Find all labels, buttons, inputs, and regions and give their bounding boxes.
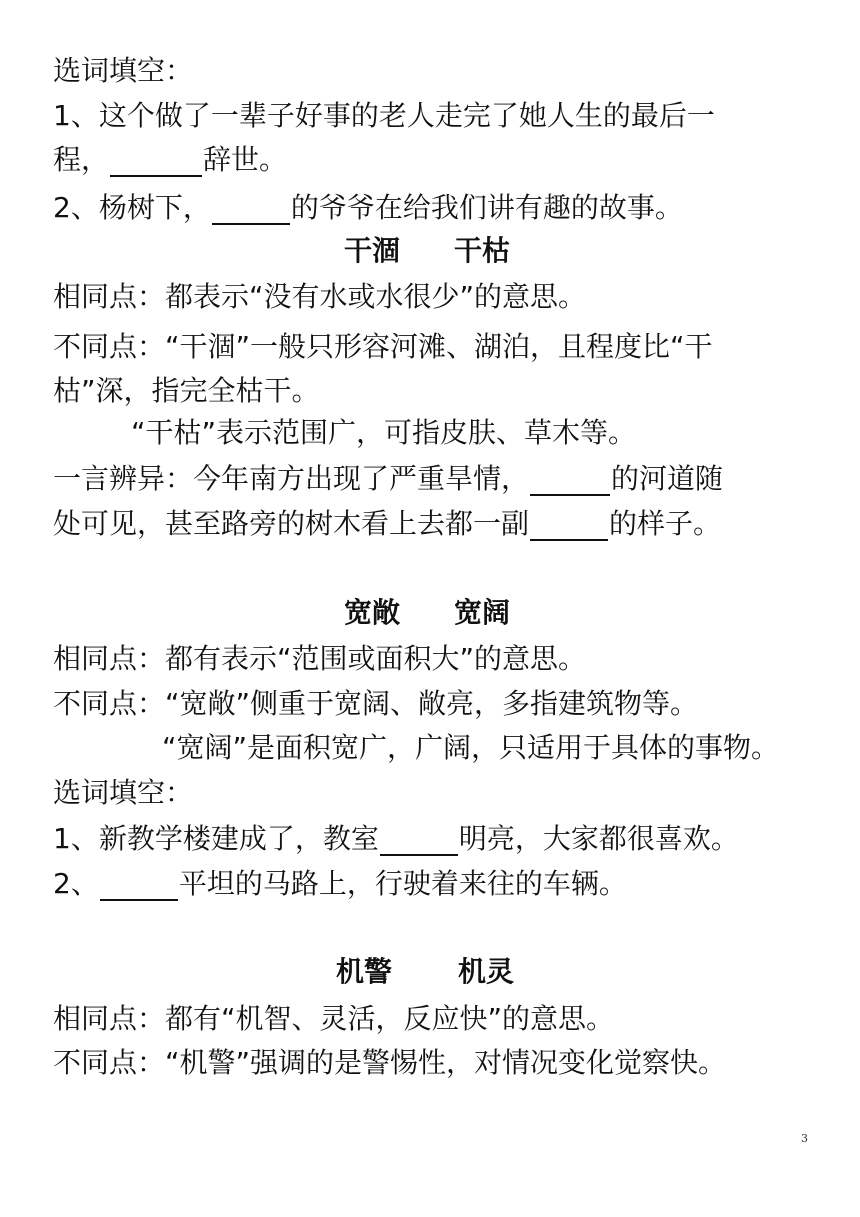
word-a: 宽敞 xyxy=(344,596,401,629)
similarity-line: 相同点：都表示“没有水或水很少”的意思。 xyxy=(53,280,587,313)
word-b: 机灵 xyxy=(458,955,515,988)
question-2-text-post: 平坦的马路上，行驶着来往的车辆。 xyxy=(178,867,627,900)
question-2-text-pre: 2、杨树下， xyxy=(53,191,211,224)
answer-blank[interactable] xyxy=(212,197,290,225)
word-b: 宽阔 xyxy=(454,596,511,629)
answer-blank[interactable] xyxy=(530,513,608,541)
question-2-text-post: 的爷爷在给我们讲有趣的故事。 xyxy=(290,191,683,224)
question-1-line xyxy=(53,822,739,856)
question-2-line xyxy=(53,191,683,225)
difference-line-1: 不同点：“机警”强调的是警惕性，对情况变化觉察快。 xyxy=(53,1046,727,1079)
page-number: 3 xyxy=(801,1132,808,1145)
quiz-line-2-pre: 处可见，甚至路旁的树木看上去都一副 xyxy=(53,507,530,540)
answer-blank[interactable] xyxy=(380,828,458,856)
quiz-line-2-post: 的样子。 xyxy=(609,507,722,540)
quiz-line-1 xyxy=(53,462,723,496)
difference-line-1: 不同点：“干涸”一般只形容河滩、湖泊，且程度比“干 xyxy=(53,330,713,363)
question-1-line-1: 1、这个做了一辈子好事的老人走完了她人生的最后一 xyxy=(53,99,715,132)
quiz-line-2 xyxy=(53,507,721,541)
difference-line-3: “干枯”表示范围广，可指皮肤、草木等。 xyxy=(131,416,637,449)
word-pair-title xyxy=(336,955,514,989)
difference-line-2: “宽阔”是面积宽广，广阔，只适用于具体的事物。 xyxy=(162,731,780,764)
word-a: 干涸 xyxy=(344,234,401,267)
question-1-text-post: 辞世。 xyxy=(203,143,288,176)
question-2-line xyxy=(53,867,627,901)
word-pair-title xyxy=(344,596,510,630)
answer-blank[interactable] xyxy=(100,873,178,901)
fill-blank-heading: 选词填空： xyxy=(53,776,194,809)
quiz-text-mid: 的河道随 xyxy=(611,462,724,495)
difference-line-2: 枯”深，指完全枯干。 xyxy=(53,374,320,407)
similarity-line: 相同点：都有“机智、灵活，反应快”的意思。 xyxy=(53,1002,615,1035)
difference-line-1: 不同点：“宽敞”侧重于宽阔、敞亮，多指建筑物等。 xyxy=(53,687,699,720)
question-1-line-2 xyxy=(53,143,287,177)
word-pair-title xyxy=(344,234,510,268)
question-1-text-post: 明亮，大家都很喜欢。 xyxy=(458,822,739,855)
quiz-text-pre: 一言辨异：今年南方出现了严重旱情， xyxy=(53,462,530,495)
question-1-text-pre: 1、新教学楼建成了，教室 xyxy=(53,822,379,855)
fill-blank-heading: 选词填空： xyxy=(53,54,194,87)
word-b: 干枯 xyxy=(454,234,511,267)
word-a: 机警 xyxy=(336,955,393,988)
answer-blank[interactable] xyxy=(530,468,610,496)
answer-blank[interactable] xyxy=(110,149,202,177)
question-1-text-pre: 程， xyxy=(53,143,110,176)
question-2-text-pre: 2、 xyxy=(53,867,99,900)
similarity-line: 相同点：都有表示“范围或面积大”的意思。 xyxy=(53,642,587,675)
